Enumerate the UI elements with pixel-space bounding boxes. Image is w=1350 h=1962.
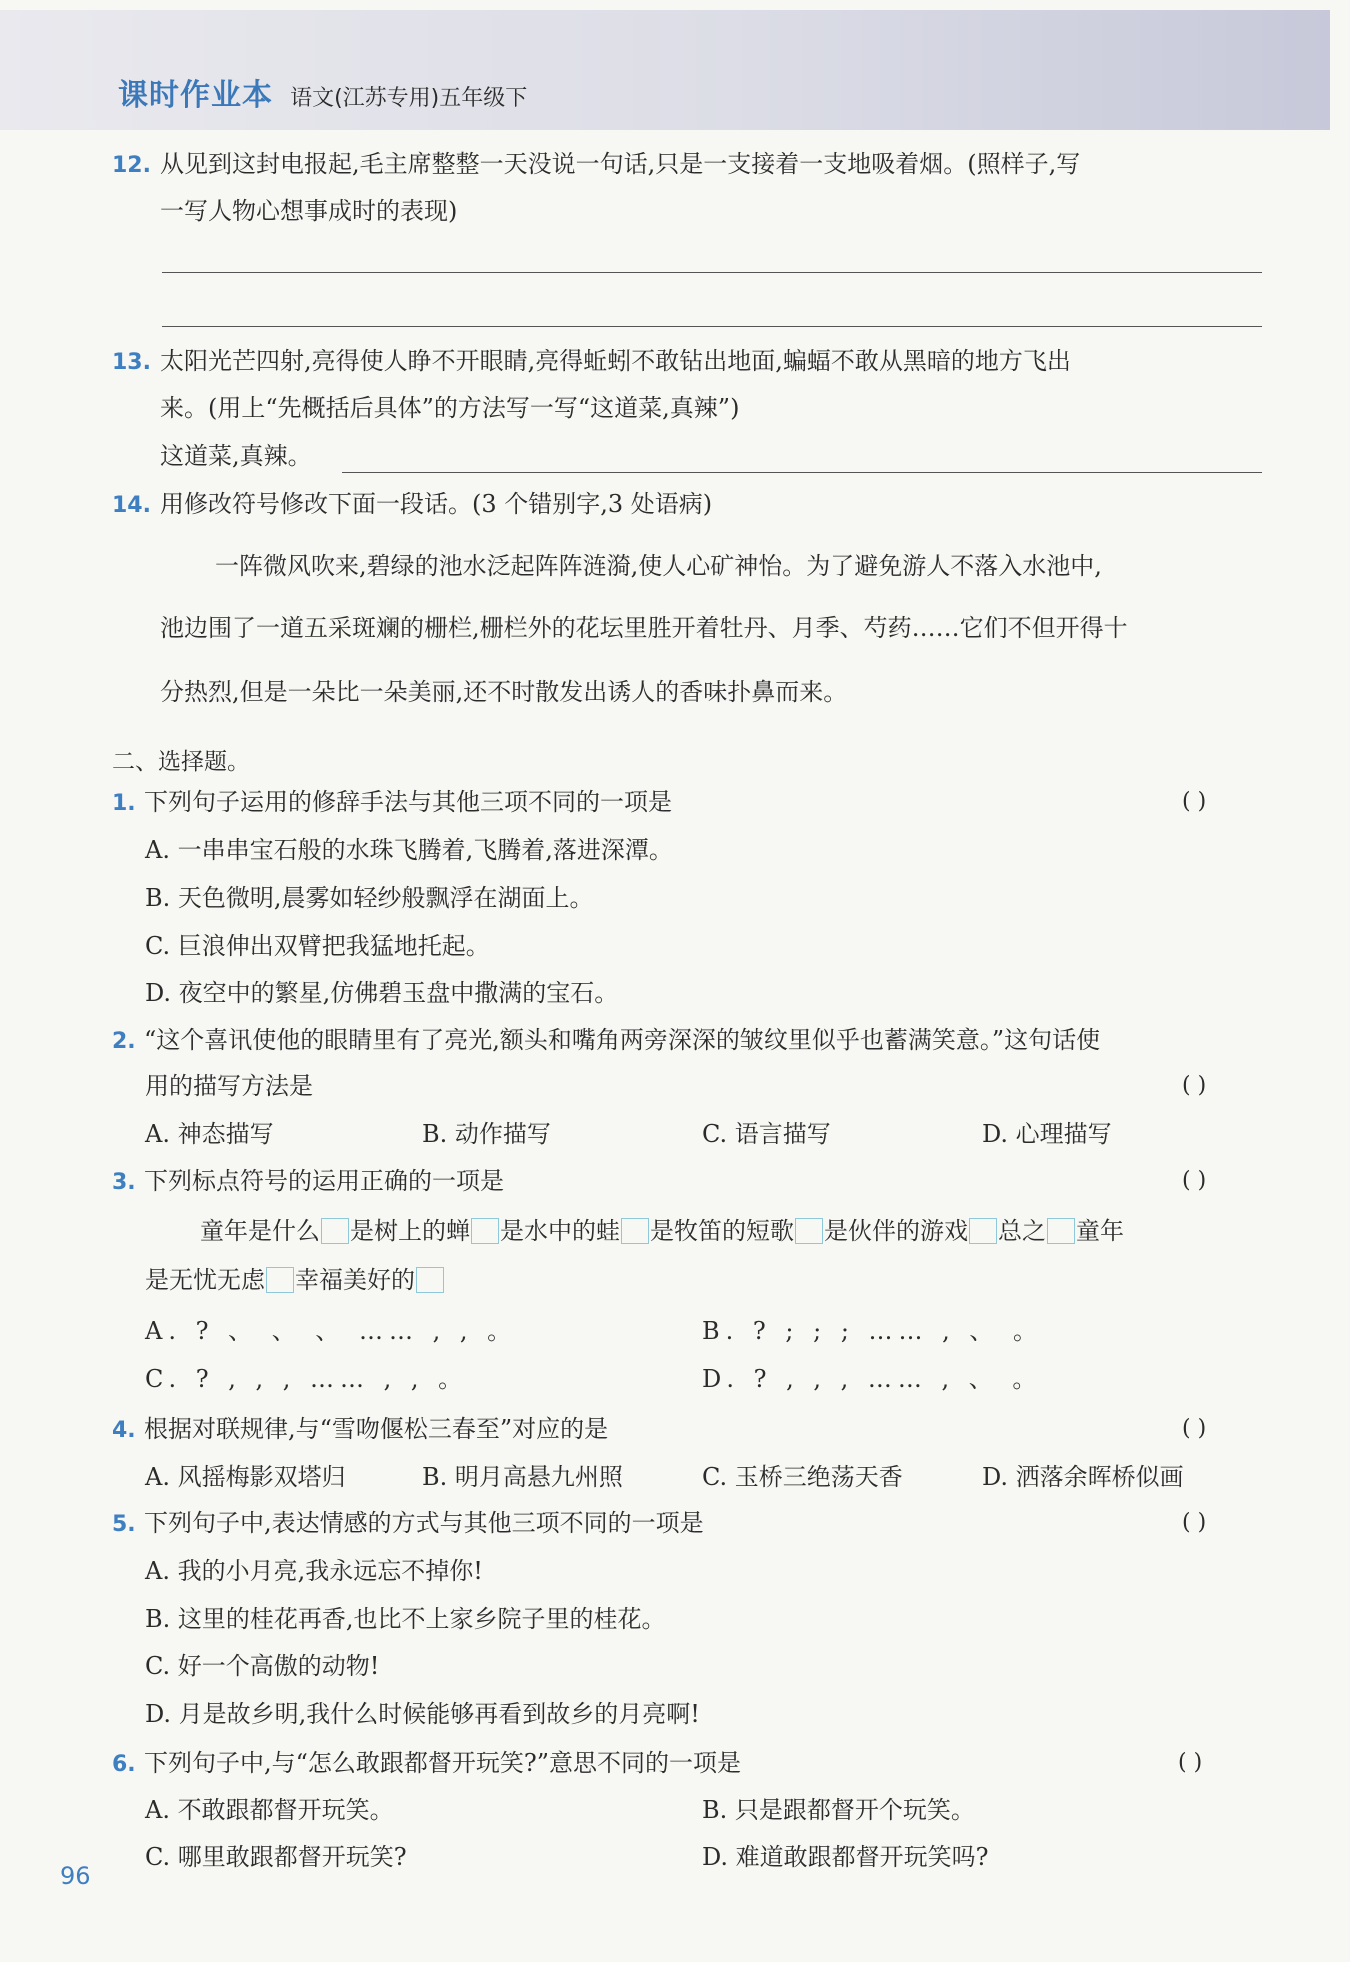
- c5-number: 5.: [112, 1512, 136, 1537]
- c5-stem: [112, 1507, 704, 1541]
- c3-blank-2[interactable]: [471, 1218, 499, 1244]
- q12-answer-line1[interactable]: [162, 272, 1262, 273]
- c3-stem: [112, 1165, 504, 1199]
- q13-answer-line[interactable]: [342, 472, 1262, 473]
- c2-option-a[interactable]: A. 神态描写: [145, 1120, 274, 1148]
- c1-stem: [112, 786, 672, 820]
- page-number: 96: [60, 1862, 91, 1890]
- c3-number: 3.: [112, 1170, 136, 1195]
- q14-para2: 池边围了一道五采斑斓的栅栏,栅栏外的花坛里胜开着牡丹、月季、芍药……它们不但开得十: [160, 614, 1128, 642]
- c3-blank-8[interactable]: [416, 1267, 444, 1293]
- c5-option-d[interactable]: D. 月是故乡明,我什么时候能够再看到故乡的月亮啊!: [145, 1700, 700, 1728]
- c1-option-d[interactable]: D. 夜空中的繁星,仿佛碧玉盘中撒满的宝石。: [145, 979, 619, 1007]
- c3-stem-text: 下列标点符号的运用正确的一项是: [144, 1167, 504, 1195]
- q13-line1: [112, 345, 1071, 379]
- c3-seg4: 是牧笛的短歌: [650, 1217, 794, 1245]
- c6-option-b[interactable]: B. 只是跟都督开个玩笑。: [702, 1796, 975, 1824]
- c3-option-a[interactable]: A. ? 、 、 、 …… , , 。: [145, 1317, 518, 1345]
- c3-seg9: 幸福美好的: [295, 1266, 415, 1294]
- header-title: [118, 70, 527, 114]
- c1-option-b[interactable]: B. 天色微明,晨雾如轻纱般飘浮在湖面上。: [145, 884, 594, 912]
- c1-answer-paren[interactable]: ( ): [1182, 789, 1207, 814]
- q12-answer-line2[interactable]: [162, 326, 1262, 327]
- c3-answer-paren[interactable]: ( ): [1182, 1168, 1207, 1193]
- c3-blank-6[interactable]: [1047, 1218, 1075, 1244]
- c4-option-d[interactable]: D. 洒落余晖桥似画: [982, 1463, 1184, 1491]
- c4-stem-text: 根据对联规律,与“雪吻偃松三春至”对应的是: [144, 1415, 609, 1443]
- q12-number: 12.: [112, 153, 151, 178]
- c2-option-b[interactable]: B. 动作描写: [422, 1120, 551, 1148]
- c4-option-b[interactable]: B. 明月高悬九州照: [422, 1463, 623, 1491]
- c5-option-a[interactable]: A. 我的小月亮,我永远忘不掉你!: [145, 1557, 483, 1585]
- page-header: [0, 10, 1330, 130]
- c2-stem-line2: 用的描写方法是: [145, 1072, 313, 1100]
- q14-line1: [112, 488, 712, 522]
- c4-option-c[interactable]: C. 玉桥三绝荡天香: [702, 1463, 903, 1491]
- c2-answer-paren[interactable]: ( ): [1182, 1073, 1207, 1098]
- c3-blank-3[interactable]: [621, 1218, 649, 1244]
- q13-line3: 这道菜,真辣。: [160, 442, 312, 470]
- c5-answer-paren[interactable]: ( ): [1182, 1510, 1207, 1535]
- c2-stem-line1: [112, 1024, 1100, 1058]
- c3-blank-1[interactable]: [321, 1218, 349, 1244]
- c3-seg1: 童年是什么: [200, 1217, 320, 1245]
- c4-option-a[interactable]: A. 风摇梅影双塔归: [145, 1463, 346, 1491]
- c3-option-b[interactable]: B. ? ; ; ; …… , 、 。: [702, 1317, 1044, 1345]
- q13-line2: 来。(用上“先概括后具体”的方法写一写“这道菜,真辣”): [160, 394, 740, 422]
- c3-blank-7[interactable]: [266, 1267, 294, 1293]
- c3-blank-4[interactable]: [795, 1218, 823, 1244]
- c2-stem-text1: “这个喜讯使他的眼睛里有了亮光,额头和嘴角两旁深深的皱纹里似乎也蓄满笑意。”这句话使: [144, 1026, 1101, 1054]
- q12-line1: [112, 148, 1080, 182]
- c1-stem-text: 下列句子运用的修辞手法与其他三项不同的一项是: [144, 788, 672, 816]
- c4-stem: [112, 1413, 608, 1447]
- c6-option-d[interactable]: D. 难道敢跟都督开玩笑吗?: [702, 1843, 989, 1871]
- q13-text1: 太阳光芒四射,亮得使人睁不开眼睛,亮得蚯蚓不敢钻出地面,蝙蝠不敢从黑暗的地方飞出: [160, 347, 1071, 375]
- q13-number: 13.: [112, 350, 151, 375]
- c3-option-d[interactable]: D. ? , , , …… , 、 。: [702, 1365, 1043, 1393]
- q14-text1: 用修改符号修改下面一段话。(3 个错别字,3 处语病): [160, 490, 713, 518]
- c6-stem: [112, 1747, 741, 1781]
- c6-stem-text: 下列句子中,与“怎么敢跟都督开玩笑?”意思不同的一项是: [144, 1749, 742, 1777]
- c2-number: 2.: [112, 1029, 136, 1054]
- c3-seg2: 是树上的蝉: [350, 1217, 470, 1245]
- c3-sentence-line1: [200, 1215, 1124, 1247]
- c5-option-c[interactable]: C. 好一个高傲的动物!: [145, 1652, 380, 1680]
- c6-option-c[interactable]: C. 哪里敢跟都督开玩笑?: [145, 1843, 407, 1871]
- c5-option-b[interactable]: B. 这里的桂花再香,也比不上家乡院子里的桂花。: [145, 1605, 666, 1633]
- subject-title: 语文(江苏专用)五年级下: [290, 86, 528, 111]
- c6-option-a[interactable]: A. 不敢跟都督开玩笑。: [145, 1796, 394, 1824]
- c3-blank-5[interactable]: [969, 1218, 997, 1244]
- q14-para3: 分热烈,但是一朵比一朵美丽,还不时散发出诱人的香味扑鼻而来。: [160, 678, 848, 706]
- c4-answer-paren[interactable]: ( ): [1182, 1416, 1207, 1441]
- c1-option-c[interactable]: C. 巨浪伸出双臂把我猛地托起。: [145, 932, 490, 960]
- c4-number: 4.: [112, 1418, 136, 1443]
- c3-seg7: 童年: [1076, 1217, 1124, 1245]
- c3-option-c[interactable]: C. ? , , , …… , , 。: [145, 1365, 469, 1393]
- c6-answer-paren[interactable]: ( ): [1178, 1750, 1203, 1775]
- c3-seg6: 总之: [998, 1217, 1046, 1245]
- c3-seg3: 是水中的蛙: [500, 1217, 620, 1245]
- c6-number: 6.: [112, 1752, 136, 1777]
- brand-title: 课时作业本: [118, 78, 273, 113]
- q14-para1: 一阵微风吹来,碧绿的池水泛起阵阵涟漪,使人心矿神怡。为了避免游人不落入水池中,: [215, 552, 1102, 580]
- c2-option-c[interactable]: C. 语言描写: [702, 1120, 831, 1148]
- q14-number: 14.: [112, 493, 151, 518]
- c3-seg8: 是无忧无虑: [145, 1266, 265, 1294]
- c1-number: 1.: [112, 791, 136, 816]
- q12-text1: 从见到这封电报起,毛主席整整一天没说一句话,只是一支接着一支地吸着烟。(照样子,写: [160, 150, 1081, 178]
- c3-seg5: 是伙伴的游戏: [824, 1217, 968, 1245]
- c1-option-a[interactable]: A. 一串串宝石般的水珠飞腾着,飞腾着,落进深潭。: [145, 836, 673, 864]
- c2-option-d[interactable]: D. 心理描写: [982, 1120, 1112, 1148]
- c3-sentence-line2: [145, 1264, 445, 1296]
- q12-line2: 一写人物心想事成时的表现): [160, 197, 458, 225]
- section2-title: 二、选择题。: [112, 749, 250, 775]
- c5-stem-text: 下列句子中,表达情感的方式与其他三项不同的一项是: [144, 1509, 704, 1537]
